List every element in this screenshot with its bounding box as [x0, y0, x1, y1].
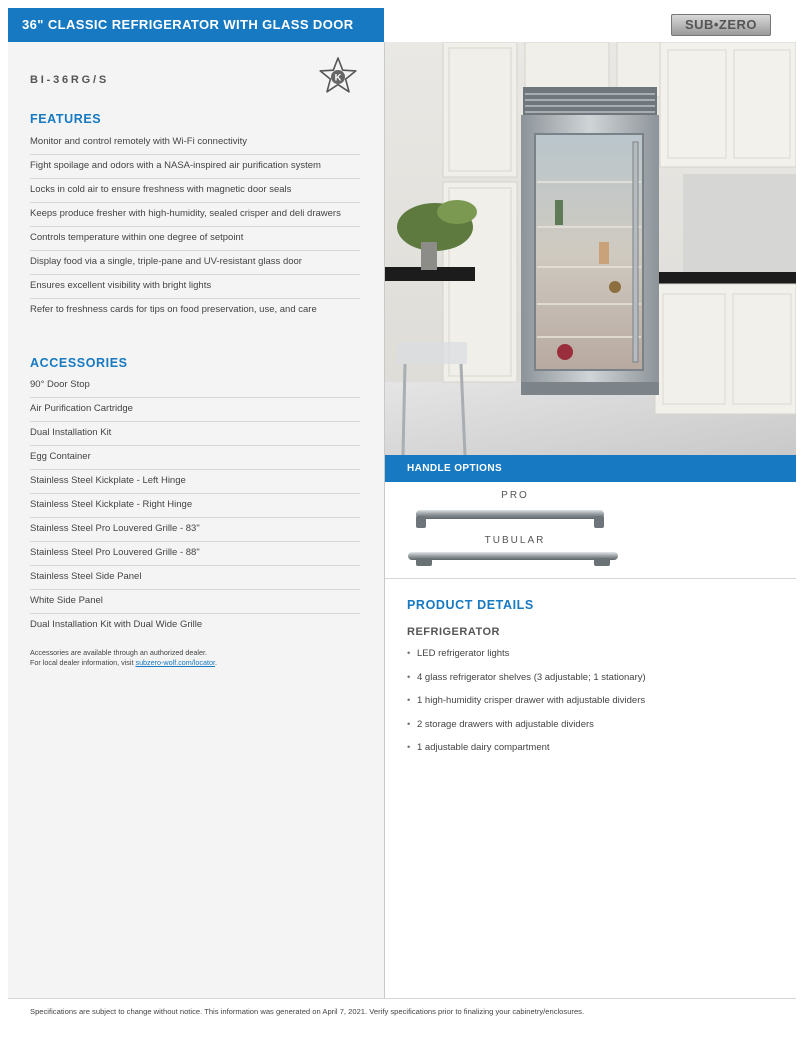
list-item: Stainless Steel Pro Louvered Grille - 83" — [30, 518, 360, 542]
features-list — [30, 131, 360, 322]
list-item: Stainless Steel Kickplate - Left Hinge — [30, 470, 360, 494]
list-item: White Side Panel — [30, 590, 360, 614]
note-prefix: For local dealer information, visit — [30, 657, 136, 667]
handle-options-heading: HANDLE OPTIONS — [407, 463, 503, 474]
tubular-handle-label: TUBULAR — [484, 535, 546, 546]
bullet-mark: • — [407, 695, 411, 707]
list-item: Dual Installation Kit with Dual Wide Grille — [30, 619, 203, 630]
refrigerator-subheading: REFRIGERATOR — [407, 626, 500, 638]
product-photo — [385, 42, 796, 455]
list-item: Fight spoilage and odors with a NASA-inspired air purification system — [30, 155, 360, 179]
list-item — [407, 716, 787, 740]
dealer-locator-link[interactable]: subzero-wolf.com/locator — [135, 657, 215, 667]
accessories-list — [30, 374, 360, 637]
model-number: BI-36RG/S — [30, 74, 109, 86]
list-item — [407, 692, 787, 716]
section-divider — [385, 578, 796, 579]
note-line-2 — [30, 658, 360, 668]
footer-divider — [8, 998, 796, 999]
list-item: Dual Installation Kit — [30, 422, 360, 446]
list-item — [407, 739, 787, 763]
list-item-text: 1 adjustable dairy compartment — [417, 742, 550, 754]
list-item: Keeps produce fresher with high-humidity, sealed crisper and deli drawers — [30, 203, 360, 227]
list-item-text: 1 high-humidity crisper drawer with adjustable dividers — [417, 695, 646, 707]
list-item: Egg Container — [30, 446, 360, 470]
bullet-mark: • — [407, 671, 411, 683]
list-item: Display food via a single, triple-pane and UV-resistant glass door — [30, 251, 360, 275]
list-item — [407, 645, 787, 669]
list-item: Locks in cold air to ensure freshness with magnetic door seals — [30, 179, 360, 203]
note-line-1: Accessories are available through an authorized dealer. — [30, 648, 208, 657]
list-item: Controls temperature within one degree of setpoint — [30, 227, 360, 251]
list-item: Air Purification Cartridge — [30, 398, 360, 422]
bullet-mark: • — [407, 742, 411, 754]
product-details-heading: PRODUCT DETAILS — [407, 598, 534, 612]
footer-disclaimer: Specifications are subject to change without notice. This information was generated on April 7, 2021. Verify specifications prior to finalizing your cabinetry/enclosures. — [30, 1007, 585, 1016]
list-item: Stainless Steel Kickplate - Right Hinge — [30, 494, 360, 518]
note-suffix: . — [214, 657, 217, 667]
sub-zero-logo — [671, 14, 771, 36]
badge-letter: K — [334, 72, 342, 84]
list-item: Stainless Steel Side Panel — [30, 566, 360, 590]
product-details-list — [407, 645, 787, 763]
list-item-text: 4 glass refrigerator shelves (3 adjustable; 1 stationary) — [417, 671, 646, 683]
list-item: Refer to freshness cards for tips on food preservation, use, and care — [30, 304, 317, 315]
list-item-text: LED refrigerator lights — [417, 648, 510, 659]
list-item: Ensures excellent visibility with bright lights — [30, 275, 360, 299]
list-item: Monitor and control remotely with Wi-Fi connectivity — [30, 131, 360, 155]
list-item: 90° Door Stop — [30, 374, 360, 398]
pro-handle-image — [408, 506, 612, 530]
bullet-mark: • — [407, 648, 411, 659]
logo-text: SUB•ZERO — [684, 17, 758, 32]
list-item: Stainless Steel Pro Louvered Grille - 88" — [30, 542, 360, 566]
accessories-heading: ACCESSORIES — [30, 356, 128, 370]
bullet-mark: • — [407, 718, 411, 730]
list-item-text: 2 storage drawers with adjustable dividers — [417, 718, 594, 730]
features-heading: FEATURES — [30, 112, 102, 126]
list-item — [407, 669, 787, 693]
star-k-icon — [318, 56, 358, 96]
accessories-note — [30, 648, 360, 667]
page-title: 36" CLASSIC REFRIGERATOR WITH GLASS DOOR — [22, 17, 354, 32]
tubular-handle-image — [402, 548, 624, 570]
pro-handle-label: PRO — [501, 490, 529, 501]
